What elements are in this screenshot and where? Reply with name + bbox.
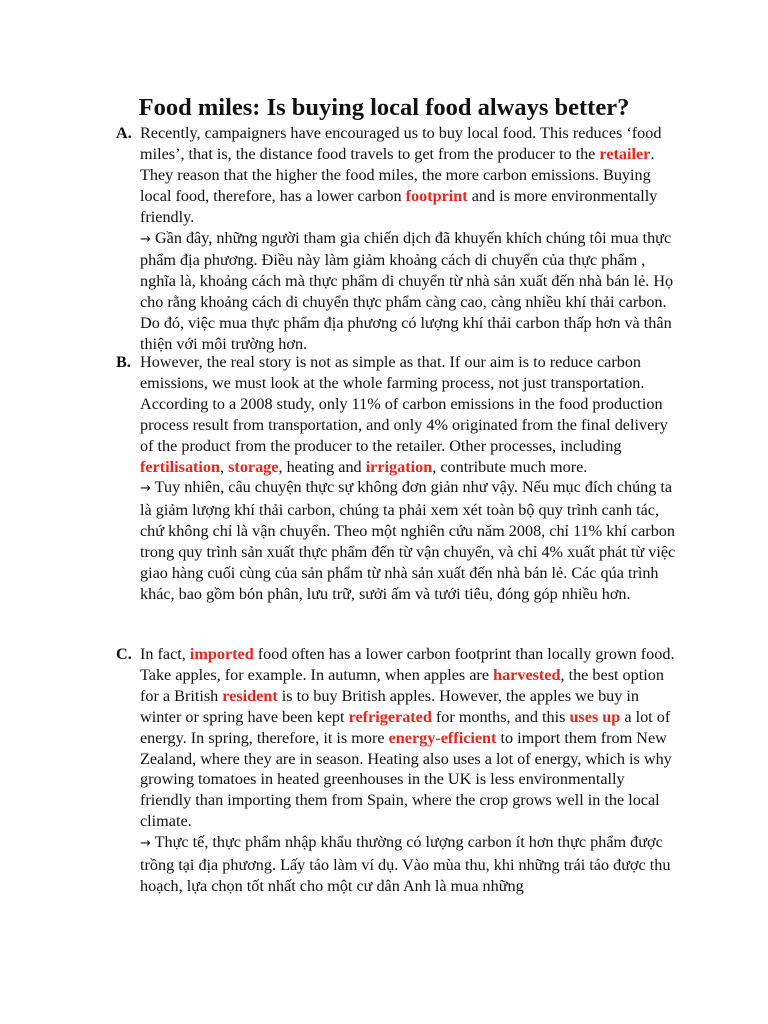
vietnamese-paragraph	[140, 832, 678, 897]
arrow-right-icon: →	[140, 481, 151, 497]
arrow-right-icon: →	[140, 231, 151, 247]
section-letter: C.	[116, 645, 132, 663]
section-body	[140, 123, 678, 355]
vietnamese-paragraph	[140, 228, 678, 355]
english-paragraph	[140, 644, 678, 832]
text-run: , contribute much more.	[432, 457, 588, 476]
document-title: Food miles: Is buying local food always better?	[138, 94, 630, 121]
section-a	[116, 123, 678, 355]
text-run: is to buy British apples. However, the apples we buy in winter or spring have been kept	[140, 686, 640, 726]
vietnamese-text: Thực tế, thực phẩm nhập khẩu thường có lượng carbon ít hơn thực phẩm được trồng tại địa phương. Lấy táo làm ví dụ. Vào mùa thu, khi những trái táo được thu hoạch, lựa chọn tốt nhất cho một cư dân Anh là mua những	[140, 833, 671, 895]
highlighted-term: refrigerated	[348, 707, 432, 726]
text-run: , the best option for a British	[140, 665, 664, 705]
highlighted-term: energy-efficient	[388, 728, 497, 747]
section-letter: B.	[116, 353, 131, 371]
text-run: food often has a lower carbon footprint than locally grown food. Take apples, for example. In autumn, when apples are	[140, 645, 675, 684]
text-run: and is more environmentally friendly.	[140, 186, 658, 226]
english-paragraph	[140, 123, 678, 228]
text-run: In fact,	[140, 645, 190, 663]
text-run: a lot of energy. In spring, therefore, it is more	[140, 707, 671, 747]
highlighted-term: footprint	[405, 186, 468, 205]
highlighted-term: fertilisation	[140, 457, 221, 476]
text-run: However, the real story is not as simple as that. If our aim is to reduce carbon emissions, we must look at the whole farming process, not just transportation. According to a 2008 study, only 11% of carbon emissions in the food production process result from transportation, and only 4% originated from the final delivery of the product from the producer to the retailer. Other processes, including	[140, 353, 668, 455]
text-run: ,	[220, 457, 229, 476]
section-body	[140, 352, 678, 605]
text-run: . They reason that the higher the food miles, the more carbon emissions. Buying local food, therefore, has a lower carbon	[140, 144, 655, 205]
highlighted-term: uses up	[569, 707, 621, 726]
english-paragraph	[140, 352, 678, 477]
vietnamese-text: Gần đây, những người tham gia chiến dịch đã khuyến khích chúng tôi mua thực phẩm địa phương. Điều này làm giảm khoảng cách di chuyển của thực phẩm , nghĩa là, khoảng cách mà thực phẩm di chuyển từ nhà sản xuất đến nhà bán lẻ. Họ cho rằng khoảng cách di chuyển thực phẩm càng cao, càng nhiều khí thải carbon. Do đó, việc mua thực phẩm địa phương có lượng khí thải carbon thấp hơn và thân thiện với môi trường hơn.	[140, 228, 674, 354]
vietnamese-paragraph	[140, 477, 678, 604]
section-letter: A.	[116, 124, 132, 142]
text-run: , heating and	[278, 457, 366, 476]
highlighted-term: resident	[222, 686, 278, 705]
section-c	[116, 644, 678, 897]
highlighted-term: storage	[228, 457, 279, 476]
text-run: Recently, campaigners have encouraged us to buy local food. This reduces ‘food miles’, that is, the distance food travels to get from the producer to the	[140, 124, 662, 163]
highlighted-term: harvested	[493, 665, 561, 684]
vietnamese-text: Tuy nhiên, câu chuyện thực sự không đơn giản như vậy. Nếu mục đích chúng ta là giảm lượng khí thải carbon, chúng ta phải xem xét toàn bộ quy trình canh tác, chứ không chỉ là vận chuyển. Theo một nghiên cứu năm 2008, chỉ 11% khí carbon trong quy trình sản xuất thực phẩm đến từ vận chuyển, và chỉ 4% xuất phát từ việc giao hàng cuối cùng của sản phẩm từ nhà sản xuất đến nhà bán lẻ. Các qúa trình khác, bao gồm bón phân, lưu trữ, sưởi ấm và tưới tiêu, đóng góp nhiều hơn.	[140, 478, 676, 603]
highlighted-term: irrigation	[365, 457, 433, 476]
highlighted-term: retailer	[599, 144, 651, 163]
section-b	[116, 352, 678, 605]
arrow-right-icon: →	[140, 836, 151, 852]
text-run: to import them from New Zealand, where they are in season. Heating also uses a lot of energy, which is why growing tomatoes in heated greenhouses in the UK is less environmentally friendly than importing them from Spain, where the crop grows well in the local climate.	[140, 728, 672, 831]
highlighted-term: imported	[189, 645, 254, 663]
section-body	[140, 644, 678, 897]
text-run: for months, and this	[431, 707, 570, 726]
